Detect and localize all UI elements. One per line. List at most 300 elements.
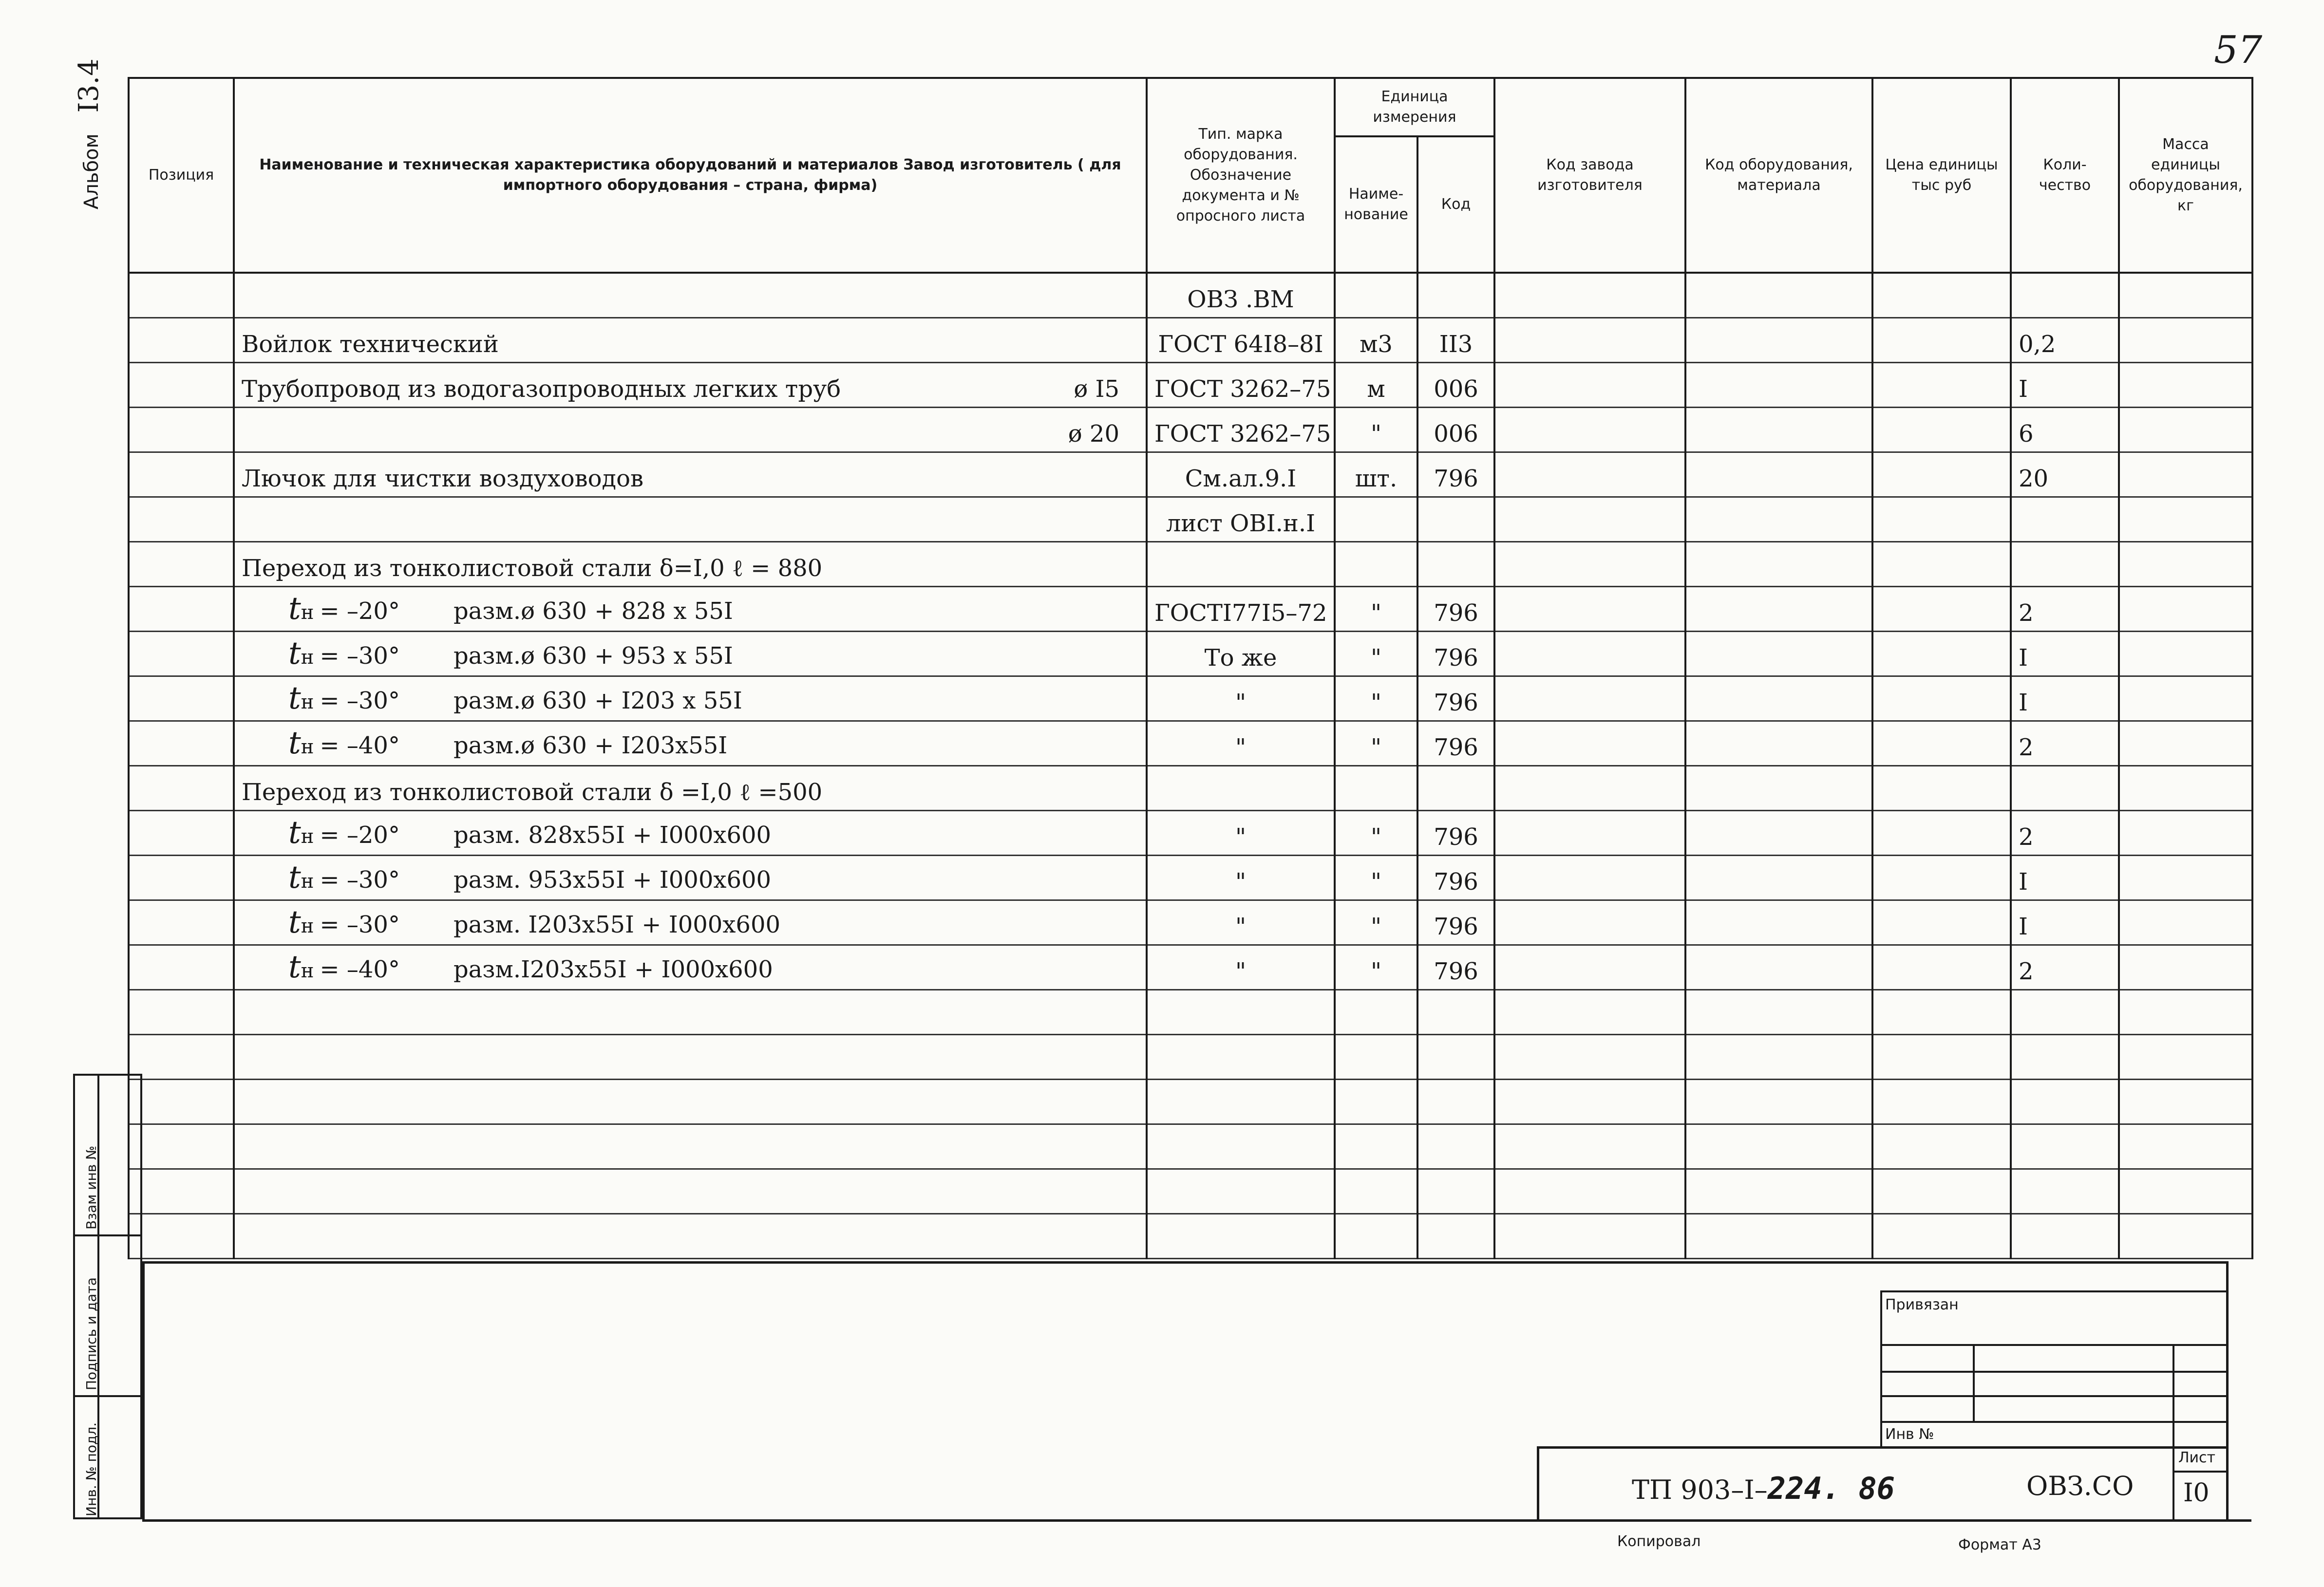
cell-price (1872, 855, 2011, 900)
sheet-box (2173, 1446, 2227, 1519)
cell-mass (2119, 497, 2252, 541)
temperature-subscript: н (301, 870, 314, 893)
page-number: 57 (2214, 28, 2263, 72)
cell-mass (2119, 1079, 2252, 1124)
cell-equipment-code (1685, 1124, 1872, 1169)
cell-unit-code: 796 (1417, 586, 1494, 631)
size-value: разм. 953х55I + I000х600 (453, 866, 772, 894)
cell-document: " (1147, 721, 1335, 765)
cell-quantity: 0,2 (2011, 317, 2119, 362)
temperature-value: = –30° (320, 687, 400, 714)
header-factory-code: Код завода изготовителя (1494, 78, 1685, 273)
cell-mass (2119, 855, 2252, 900)
temperature-symbol: t (288, 725, 301, 761)
cell-price (1872, 1169, 2011, 1214)
cell-name (234, 631, 1147, 676)
cell-name (234, 273, 1147, 317)
table-row (129, 900, 2252, 945)
cell-quantity: I (2011, 855, 2119, 900)
cell-position (129, 273, 234, 317)
cell-name (234, 1169, 1147, 1214)
temperature-symbol: t (288, 590, 301, 627)
cell-position (129, 900, 234, 945)
cell-price (1872, 676, 2011, 721)
cell-mass (2119, 273, 2252, 317)
cell-document: " (1147, 855, 1335, 900)
cell-position (129, 810, 234, 855)
table-row (129, 586, 2252, 631)
cell-mass (2119, 317, 2252, 362)
cell-unit-name (1335, 541, 1417, 586)
diameter-value: ø 20 (1068, 420, 1119, 448)
cell-factory-code (1494, 1079, 1685, 1124)
item-name: Переход из тонколистовой стали δ=I,0 ℓ = 880 (242, 554, 823, 582)
cell-name (234, 1079, 1147, 1124)
cell-price (1872, 945, 2011, 990)
cell-factory-code (1494, 452, 1685, 497)
cell-position (129, 1124, 234, 1169)
cell-unit-name: " (1335, 810, 1417, 855)
stamp-line (2173, 1344, 2174, 1446)
cell-document (1147, 1124, 1335, 1169)
cell-document: ГОСТ 3262–75 (1147, 407, 1335, 452)
cell-unit-name: " (1335, 407, 1417, 452)
stamp-line (1880, 1371, 2229, 1373)
diameter-value: ø I5 (1074, 375, 1119, 403)
sidebar-cell-signature (75, 1236, 140, 1397)
cell-quantity: 20 (2011, 452, 2119, 497)
cell-unit-name (1335, 1214, 1417, 1258)
cell-position (129, 586, 234, 631)
cell-factory-code (1494, 362, 1685, 407)
cell-quantity: I (2011, 362, 2119, 407)
header-equipment-code: Код оборудования, материала (1685, 78, 1872, 273)
item-name: Войлок технический (242, 330, 499, 358)
temperature-symbol: t (288, 635, 301, 672)
cell-factory-code (1494, 990, 1685, 1034)
cell-quantity: 2 (2011, 945, 2119, 990)
cell-quantity: 2 (2011, 810, 2119, 855)
cell-unit-name: " (1335, 586, 1417, 631)
cell-unit-code (1417, 497, 1494, 541)
cell-document: " (1147, 810, 1335, 855)
cell-unit-name (1335, 1169, 1417, 1214)
cell-price (1872, 1034, 2011, 1079)
cell-quantity (2011, 1034, 2119, 1079)
cell-price (1872, 541, 2011, 586)
header-name: Наименование и техническая характеристика оборудований и материалов Завод изготовитель ( для импортного оборудования – страна, фирма) (234, 78, 1147, 273)
cell-position (129, 362, 234, 407)
cell-mass (2119, 721, 2252, 765)
cell-unit-name: " (1335, 721, 1417, 765)
cell-unit-code: 796 (1417, 452, 1494, 497)
cell-mass (2119, 945, 2252, 990)
cell-price (1872, 1124, 2011, 1169)
cell-quantity (2011, 273, 2119, 317)
cell-position (129, 990, 234, 1034)
cell-name (234, 900, 1147, 945)
cell-price (1872, 497, 2011, 541)
cell-name (234, 497, 1147, 541)
cell-equipment-code (1685, 810, 1872, 855)
temperature-symbol: t (288, 814, 301, 851)
table-row (129, 765, 2252, 810)
cell-price (1872, 1079, 2011, 1124)
cell-equipment-code (1685, 1079, 1872, 1124)
cell-unit-name (1335, 497, 1417, 541)
temperature-subscript: н (301, 735, 314, 758)
cell-document: ГОСТ 3262–75 (1147, 362, 1335, 407)
cell-unit-code (1417, 990, 1494, 1034)
cell-price (1872, 721, 2011, 765)
cell-unit-name: " (1335, 855, 1417, 900)
cell-factory-code (1494, 765, 1685, 810)
header-mass: Масса единицы оборудования, кг (2119, 78, 2252, 273)
table-row (129, 945, 2252, 990)
temperature-subscript: н (301, 959, 314, 982)
cell-position (129, 721, 234, 765)
cell-name (234, 1214, 1147, 1258)
cell-unit-code (1417, 541, 1494, 586)
table-row (129, 1214, 2252, 1258)
table-header (129, 78, 2252, 273)
header-position: Позиция (129, 78, 234, 273)
cell-unit-code (1417, 765, 1494, 810)
cell-name (234, 676, 1147, 721)
cell-quantity (2011, 1079, 2119, 1124)
cell-document (1147, 1214, 1335, 1258)
cell-mass (2119, 765, 2252, 810)
cell-unit-name (1335, 765, 1417, 810)
temperature-value: = –20° (320, 597, 400, 625)
temperature-subscript: н (301, 915, 314, 937)
cell-factory-code (1494, 497, 1685, 541)
cell-name (234, 452, 1147, 497)
temperature-value: = –30° (320, 911, 400, 938)
cell-mass (2119, 362, 2252, 407)
footer-format: Формат А3 (1958, 1536, 2041, 1553)
cell-name (234, 945, 1147, 990)
size-value: разм. 828х55I + I000х600 (453, 821, 772, 849)
cell-equipment-code (1685, 1169, 1872, 1214)
cell-name (234, 990, 1147, 1034)
table-row (129, 1169, 2252, 1214)
table-row (129, 1079, 2252, 1124)
header-unit-code: Код (1417, 136, 1494, 273)
table-row (129, 631, 2252, 676)
cell-mass (2119, 676, 2252, 721)
cell-factory-code (1494, 1124, 1685, 1169)
cell-price (1872, 1214, 2011, 1258)
cell-name (234, 721, 1147, 765)
cell-quantity (2011, 1214, 2119, 1258)
cell-equipment-code (1685, 541, 1872, 586)
cell-unit-name (1335, 1034, 1417, 1079)
cell-document (1147, 1079, 1335, 1124)
table-row (129, 362, 2252, 407)
temperature-symbol: t (288, 859, 301, 896)
frame-line (142, 1261, 2227, 1264)
cell-unit-code: 796 (1417, 721, 1494, 765)
cell-mass (2119, 541, 2252, 586)
sidebar-label-inv: Инв. № подл. (83, 1422, 99, 1516)
stamp-privyazan: Привязан (1885, 1296, 1959, 1313)
cell-position (129, 765, 234, 810)
temperature-value: = –40° (320, 731, 400, 759)
item-name: Трубопровод из водогазопроводных легких труб (242, 375, 841, 403)
cell-mass (2119, 407, 2252, 452)
cell-equipment-code (1685, 1214, 1872, 1258)
cell-document: См.ал.9.I (1147, 452, 1335, 497)
cell-position (129, 317, 234, 362)
size-value: разм.I203х55I + I000х600 (453, 955, 773, 983)
temperature-subscript: н (301, 825, 314, 848)
cell-unit-name: " (1335, 676, 1417, 721)
cell-document (1147, 541, 1335, 586)
cell-unit-code (1417, 1034, 1494, 1079)
cell-mass (2119, 1034, 2252, 1079)
header-quantity: Коли-чество (2011, 78, 2119, 273)
cell-name (234, 1124, 1147, 1169)
table-row (129, 1034, 2252, 1079)
cell-unit-name: " (1335, 945, 1417, 990)
cell-unit-code: 796 (1417, 676, 1494, 721)
cell-unit-name (1335, 273, 1417, 317)
cell-price (1872, 990, 2011, 1034)
cell-quantity (2011, 497, 2119, 541)
sheet-label: Лист (2178, 1449, 2216, 1466)
cell-quantity (2011, 765, 2119, 810)
cell-name (234, 1034, 1147, 1079)
sidebar-cell-vzam (75, 1076, 140, 1236)
header-price: Цена единицы тыс руб (1872, 78, 2011, 273)
cell-mass (2119, 1169, 2252, 1214)
cell-mass (2119, 810, 2252, 855)
table-row (129, 541, 2252, 586)
table-body (129, 273, 2252, 1258)
cell-equipment-code (1685, 945, 1872, 990)
cell-quantity: I (2011, 676, 2119, 721)
item-name: Переход из тонколистовой стали δ =I,0 ℓ =500 (242, 778, 823, 806)
cell-unit-name: " (1335, 631, 1417, 676)
frame-line (142, 1519, 2251, 1522)
cell-equipment-code (1685, 631, 1872, 676)
temperature-subscript: н (301, 691, 314, 713)
temperature-value: = –40° (320, 955, 400, 983)
cell-unit-code: 006 (1417, 362, 1494, 407)
cell-equipment-code (1685, 497, 1872, 541)
stamp-inv-no: Инв № (1885, 1426, 1934, 1443)
cell-price (1872, 631, 2011, 676)
size-value: разм.ø 630 + 953 х 55I (453, 642, 733, 670)
cell-document (1147, 1169, 1335, 1214)
cell-document: То же (1147, 631, 1335, 676)
cell-equipment-code (1685, 362, 1872, 407)
cell-position (129, 1169, 234, 1214)
cell-factory-code (1494, 407, 1685, 452)
cell-position (129, 855, 234, 900)
cell-factory-code (1494, 1169, 1685, 1214)
cell-quantity: I (2011, 631, 2119, 676)
cell-equipment-code (1685, 452, 1872, 497)
cell-position (129, 1034, 234, 1079)
document-code (1632, 1471, 1895, 1506)
cell-unit-name: м3 (1335, 317, 1417, 362)
cell-unit-code: II3 (1417, 317, 1494, 362)
cell-factory-code (1494, 721, 1685, 765)
size-value: разм. I203х55I + I000х600 (453, 911, 781, 938)
cell-equipment-code (1685, 317, 1872, 362)
frame-line (142, 1261, 145, 1522)
header-type-mark: Тип. марка оборудования. Обозначение документа и № опросного листа (1147, 78, 1335, 273)
cell-unit-code: 796 (1417, 631, 1494, 676)
cell-price (1872, 407, 2011, 452)
cell-unit-code: 796 (1417, 810, 1494, 855)
cell-factory-code (1494, 1034, 1685, 1079)
sheet-code: ОВЗ.СО (2026, 1471, 2134, 1501)
cell-price (1872, 586, 2011, 631)
sidebar-label-vzam: Взам инв № (83, 1145, 99, 1230)
sheet-divider (2174, 1471, 2227, 1473)
table-row (129, 273, 2252, 317)
cell-document: " (1147, 676, 1335, 721)
cell-equipment-code (1685, 855, 1872, 900)
footer-copied: Копировал (1617, 1533, 1701, 1550)
cell-quantity (2011, 541, 2119, 586)
temperature-symbol: t (288, 904, 301, 940)
cell-price (1872, 810, 2011, 855)
cell-document (1147, 990, 1335, 1034)
cell-factory-code (1494, 273, 1685, 317)
cell-unit-name (1335, 1079, 1417, 1124)
size-value: разм.ø 630 + I203х55I (453, 731, 728, 759)
cell-factory-code (1494, 631, 1685, 676)
table-row (129, 452, 2252, 497)
cell-document: " (1147, 900, 1335, 945)
stamp-line (1880, 1421, 2229, 1423)
table-row (129, 317, 2252, 362)
temperature-subscript: н (301, 646, 314, 669)
cell-name (234, 810, 1147, 855)
cell-document: ГОСТI77I5–72 (1147, 586, 1335, 631)
sidebar-cell-inv (75, 1397, 140, 1521)
cell-unit-name (1335, 990, 1417, 1034)
cell-unit-name: " (1335, 900, 1417, 945)
cell-equipment-code (1685, 990, 1872, 1034)
album-label (73, 5, 117, 209)
cell-factory-code (1494, 541, 1685, 586)
cell-position (129, 945, 234, 990)
cell-equipment-code (1685, 1034, 1872, 1079)
header-unit-name: Наиме-нование (1335, 136, 1417, 273)
cell-mass (2119, 990, 2252, 1034)
cell-mass (2119, 900, 2252, 945)
cell-name (234, 317, 1147, 362)
cell-position (129, 1079, 234, 1124)
cell-document: " (1147, 945, 1335, 990)
stamp-line (1880, 1395, 2229, 1397)
cell-document (1147, 1034, 1335, 1079)
cell-factory-code (1494, 1214, 1685, 1258)
cell-factory-code (1494, 586, 1685, 631)
cell-unit-code (1417, 1214, 1494, 1258)
cell-price (1872, 900, 2011, 945)
cell-name (234, 855, 1147, 900)
size-value: разм.ø 630 + 828 х 55I (453, 597, 733, 625)
document-code-prefix: ТП 903–I– (1632, 1475, 1768, 1505)
cell-factory-code (1494, 676, 1685, 721)
table-row (129, 855, 2252, 900)
cell-factory-code (1494, 810, 1685, 855)
table-row (129, 810, 2252, 855)
cell-unit-code (1417, 273, 1494, 317)
temperature-value: = –30° (320, 866, 400, 894)
temperature-subscript: н (301, 601, 314, 624)
cell-position (129, 676, 234, 721)
cell-mass (2119, 452, 2252, 497)
cell-mass (2119, 631, 2252, 676)
cell-quantity (2011, 990, 2119, 1034)
cell-price (1872, 362, 2011, 407)
cell-unit-name: м (1335, 362, 1417, 407)
header-unit-group: Единица измерения (1335, 78, 1494, 136)
cell-quantity: I (2011, 900, 2119, 945)
specification-table (128, 77, 2253, 1259)
cell-unit-name: шт. (1335, 452, 1417, 497)
cell-price (1872, 273, 2011, 317)
cell-name (234, 541, 1147, 586)
size-value: разм.ø 630 + I203 х 55I (453, 687, 742, 714)
temperature-value: = –20° (320, 821, 400, 849)
cell-unit-name (1335, 1124, 1417, 1169)
stamp-line (1880, 1290, 2229, 1292)
cell-price (1872, 452, 2011, 497)
cell-price (1872, 765, 2011, 810)
table-row (129, 721, 2252, 765)
table-row (129, 1124, 2252, 1169)
sidebar-label-signature: Подпись и дата (83, 1277, 99, 1390)
table-row (129, 407, 2252, 452)
cell-unit-code (1417, 1169, 1494, 1214)
sheet-number: I0 (2183, 1478, 2210, 1508)
stamp-line (1973, 1344, 1975, 1421)
cell-equipment-code (1685, 407, 1872, 452)
cell-quantity (2011, 1124, 2119, 1169)
cell-name (234, 407, 1147, 452)
cell-document: лист ОВI.н.I (1147, 497, 1335, 541)
table-row (129, 990, 2252, 1034)
table-row (129, 497, 2252, 541)
sidebar-stamp (73, 1074, 142, 1519)
cell-factory-code (1494, 855, 1685, 900)
table-row (129, 676, 2252, 721)
temperature-symbol: t (288, 680, 301, 716)
cell-unit-code: 796 (1417, 900, 1494, 945)
cell-position (129, 407, 234, 452)
cell-equipment-code (1685, 586, 1872, 631)
cell-position (129, 541, 234, 586)
cell-quantity: 6 (2011, 407, 2119, 452)
cell-equipment-code (1685, 900, 1872, 945)
cell-quantity (2011, 1169, 2119, 1214)
cell-document: ГОСТ 64I8–8I (1147, 317, 1335, 362)
cell-factory-code (1494, 945, 1685, 990)
cell-name (234, 586, 1147, 631)
cell-position (129, 631, 234, 676)
cell-equipment-code (1685, 676, 1872, 721)
cell-unit-code: 796 (1417, 945, 1494, 990)
cell-mass (2119, 586, 2252, 631)
